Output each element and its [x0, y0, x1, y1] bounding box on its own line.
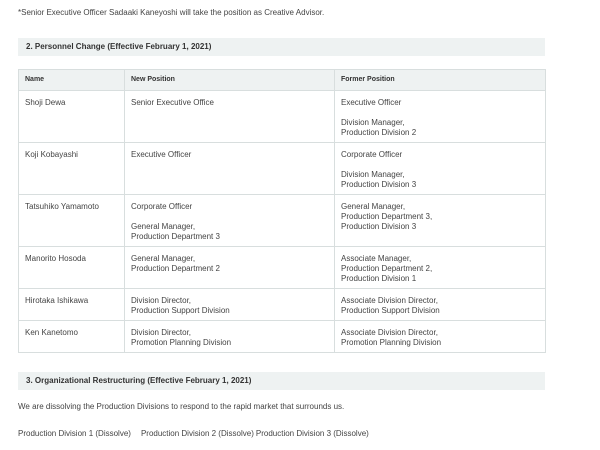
column-header-former-position: Former Position	[335, 70, 546, 91]
table-row	[19, 289, 546, 321]
cell-new-position: General Manager, Production Department 2	[125, 247, 335, 289]
personnel-change-table	[18, 69, 546, 353]
cell-new-position: Division Director, Promotion Planning Division	[125, 321, 335, 353]
table-header-row	[19, 70, 546, 91]
section-2-heading: 2. Personnel Change (Effective February 1, 2021)	[18, 38, 545, 56]
cell-name: Manorito Hosoda	[19, 247, 125, 289]
column-header-name: Name	[19, 70, 125, 91]
cell-new-position: Executive Officer	[125, 143, 335, 195]
cell-new-position: Senior Executive Office	[125, 91, 335, 143]
table-row	[19, 91, 546, 143]
cell-name: Hirotaka Ishikawa	[19, 289, 125, 321]
cell-name: Shoji Dewa	[19, 91, 125, 143]
cell-new-position: Corporate Officer General Manager, Production Department 3	[125, 195, 335, 247]
table-row	[19, 321, 546, 353]
table-row	[19, 195, 546, 247]
column-header-new-position: New Position	[125, 70, 335, 91]
cell-former-position: Associate Manager, Production Department 2, Production Division 1	[335, 247, 546, 289]
division-item: Production Division 1 (Dissolve)	[18, 429, 131, 438]
restructuring-paragraph: We are dissolving the Production Divisions to respond to the rapid market that surrounds us.	[18, 402, 345, 411]
advisor-note: *Senior Executive Officer Sadaaki Kaneyoshi will take the position as Creative Advisor.	[18, 8, 325, 17]
cell-former-position: General Manager, Production Department 3, Production Division 3	[335, 195, 546, 247]
section-3-heading: 3. Organizational Restructuring (Effective February 1, 2021)	[18, 372, 545, 390]
table-row	[19, 143, 546, 195]
cell-name: Koji Kobayashi	[19, 143, 125, 195]
division-item: Production Division 3 (Dissolve)	[255, 429, 369, 438]
division-item: Production Division 2 (Dissolve)	[140, 429, 254, 438]
cell-former-position: Associate Division Director, Production Support Division	[335, 289, 546, 321]
table-row	[19, 247, 546, 289]
cell-new-position: Division Director, Production Support Division	[125, 289, 335, 321]
cell-name: Tatsuhiko Yamamoto	[19, 195, 125, 247]
cell-name: Ken Kanetomo	[19, 321, 125, 353]
cell-former-position: Associate Division Director, Promotion Planning Division	[335, 321, 546, 353]
dissolved-divisions-list	[18, 429, 379, 438]
cell-former-position: Corporate Officer Division Manager, Production Division 3	[335, 143, 546, 195]
cell-former-position: Executive Officer Division Manager, Production Division 2	[335, 91, 546, 143]
